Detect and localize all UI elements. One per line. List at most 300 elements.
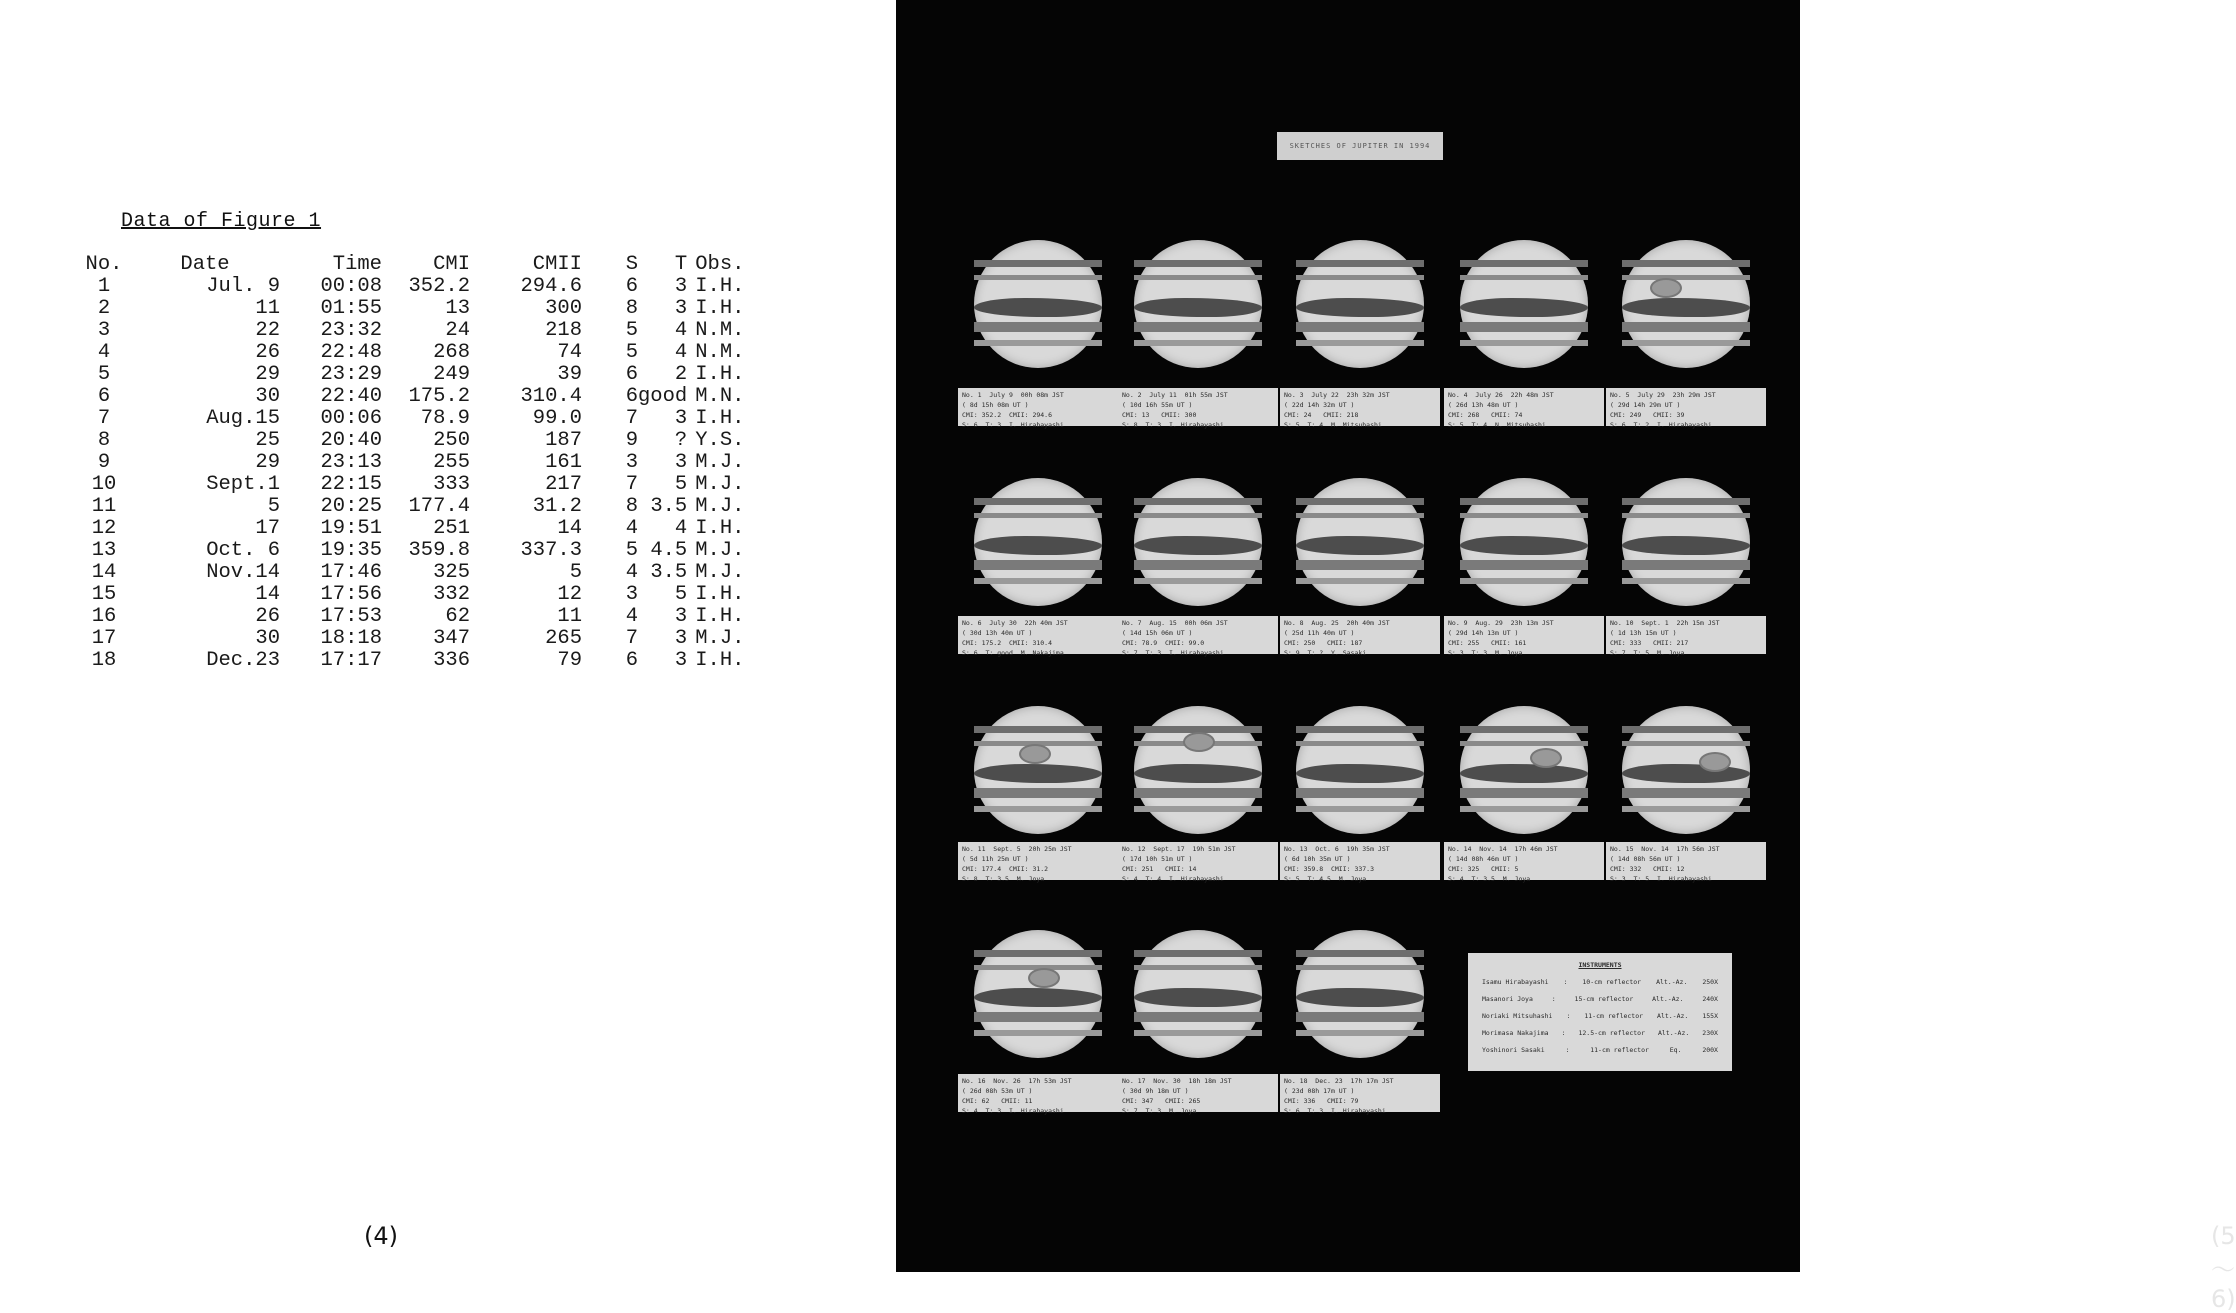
instrument-telescope: 15-cm reflector: [1574, 995, 1634, 1003]
cell-date: Jul. 9: [206, 275, 280, 298]
jupiter-drawing: [1622, 478, 1750, 606]
instrument-observer-name: Morimasa Nakajima: [1482, 1029, 1549, 1037]
table-row: [78, 518, 751, 540]
cell-obs: I.H.: [695, 297, 745, 320]
cell-t: ?: [674, 429, 688, 452]
cell-cmii: 39: [557, 363, 582, 386]
table-row: [78, 298, 751, 320]
instrument-mount: Alt.-Az.: [1657, 1029, 1690, 1037]
drawing-caption: No. 10 Sept. 1 22h 15m JST ( 1d 13h 15m UT ) CMI: 333 CMII: 217 S: 7 T: 5 M. Joya: [1606, 616, 1766, 654]
cell-date: 14: [255, 583, 280, 606]
drawing-caption: No. 11 Sept. 5 20h 25m JST ( 5d 11h 25m UT ) CMI: 177.4 CMII: 31.2 S: 8 T: 3.5 M. Joya: [958, 842, 1118, 880]
cell-s: 7: [625, 473, 638, 496]
cloud-band: [974, 988, 1102, 1007]
table-row: [78, 342, 751, 364]
cloud-band: [1296, 536, 1424, 555]
cloud-band: [974, 322, 1102, 332]
jupiter-drawing: [1134, 930, 1262, 1058]
cell-cmi: 255: [433, 451, 470, 474]
cloud-band: [1134, 1030, 1262, 1036]
cell-t: 3.5: [650, 495, 688, 518]
table-body: [78, 276, 751, 672]
cell-time: 23:29: [320, 363, 382, 386]
data-table: [78, 252, 751, 672]
column-header-s: S: [625, 252, 638, 276]
drawing-caption: No. 5 July 29 23h 29m JST ( 29d 14h 29m UT ) CMI: 249 CMII: 39 S: 6 T: 2 I. Hirabayashi: [1606, 388, 1766, 426]
drawing-caption: No. 14 Nov. 14 17h 46m JST ( 14d 08h 46m UT ) CMI: 325 CMII: 5 S: 4 T: 3.5 M. Joya: [1444, 842, 1604, 880]
cell-cmi: 24: [445, 319, 470, 342]
cloud-band: [1134, 322, 1262, 332]
column-header-time: Time: [332, 252, 382, 276]
cell-no: 12: [91, 517, 117, 540]
cell-obs: N.M.: [695, 319, 745, 342]
cell-obs: M.N.: [695, 385, 745, 408]
cell-no: 9: [97, 451, 111, 474]
cell-cmii: 5: [569, 561, 582, 584]
cloud-band: [1460, 322, 1588, 332]
left-page: [0, 0, 896, 1272]
cell-cmii: 11: [557, 605, 582, 628]
cell-cmii: 218: [545, 319, 582, 342]
instrument-mount: Alt.-Az.: [1657, 1012, 1689, 1020]
cloud-band: [1460, 536, 1588, 555]
cloud-band: [974, 1012, 1102, 1022]
cloud-band: [1460, 788, 1588, 798]
table-row: [78, 320, 751, 342]
column-header-date: Date: [180, 252, 230, 276]
cell-time: 19:51: [320, 517, 382, 540]
drawing-caption: No. 4 July 26 22h 48m JST ( 26d 13h 48m UT ) CMI: 268 CMII: 74 S: 5 T: 4 N. Mitsuhashi: [1444, 388, 1604, 426]
instrument-magnification: 200X: [1702, 1046, 1718, 1054]
cloud-band: [1296, 806, 1424, 812]
cloud-band: [1622, 726, 1750, 732]
cloud-band: [1622, 560, 1750, 570]
cell-cmi: 336: [433, 649, 470, 672]
cell-time: 17:46: [320, 561, 382, 584]
drawing-caption: No. 18 Dec. 23 17h 17m JST ( 23d 08h 17m UT ) CMI: 336 CMII: 79 S: 6 T: 3 I. Hirabayashi: [1280, 1074, 1440, 1112]
cell-no: 14: [91, 561, 117, 584]
cell-date: 26: [255, 341, 280, 364]
jupiter-drawing: [1296, 240, 1424, 368]
cell-t: 5: [674, 583, 688, 606]
cell-cmi: 62: [445, 605, 470, 628]
instruments-list: [1482, 974, 1718, 1059]
cloud-band: [1622, 498, 1750, 504]
table-header-row: [78, 252, 751, 276]
cell-obs: I.H.: [695, 363, 745, 386]
instrument-row: [1482, 991, 1718, 1008]
cell-no: 4: [97, 341, 111, 364]
cloud-band: [1134, 536, 1262, 555]
plate-heading: SKETCHES OF JUPITER IN 1994: [1277, 132, 1443, 160]
instrument-telescope: 11-cm reflector: [1584, 1012, 1644, 1020]
cell-no: 17: [91, 627, 117, 650]
cloud-band: [1134, 298, 1262, 317]
cell-s: 5: [625, 341, 638, 364]
cell-cmi: 359.8: [408, 539, 470, 562]
cell-cmi: 78.9: [420, 407, 470, 430]
cloud-band: [1460, 741, 1588, 746]
table-row: [78, 430, 751, 452]
cell-time: 17:56: [320, 583, 382, 606]
table-row: [78, 408, 751, 430]
page-number-left: (4): [364, 1222, 398, 1250]
cloud-band: [1296, 788, 1424, 798]
cell-cmii: 79: [557, 649, 582, 672]
cell-obs: M.J.: [695, 539, 745, 562]
instrument-row: [1482, 1042, 1718, 1059]
cloud-band: [1622, 536, 1750, 555]
instrument-row: [1482, 1008, 1718, 1025]
cloud-band: [1622, 788, 1750, 798]
cell-no: 16: [91, 605, 117, 628]
cloud-band: [974, 726, 1102, 732]
cell-cmii: 31.2: [532, 495, 582, 518]
cloud-band: [1134, 1012, 1262, 1022]
drawing-caption: No. 2 July 11 01h 55m JST ( 10d 16h 55m UT ) CMI: 13 CMII: 300 S: 8 T: 3 I. Hirabayashi: [1118, 388, 1278, 426]
cell-time: 19:35: [320, 539, 382, 562]
cell-date: Aug.15: [206, 407, 280, 430]
cloud-band: [1622, 322, 1750, 332]
cloud-band: [1622, 741, 1750, 746]
cell-cmii: 99.0: [532, 407, 582, 430]
drawing-caption: No. 16 Nov. 26 17h 53m JST ( 26d 08h 53m UT ) CMI: 62 CMII: 11 S: 4 T: 3 I. Hirabayashi: [958, 1074, 1118, 1112]
cloud-band: [974, 1030, 1102, 1036]
cloud-band: [974, 298, 1102, 317]
cell-t: 3: [674, 275, 688, 298]
cell-date: 22: [255, 319, 280, 342]
cloud-band: [974, 536, 1102, 555]
red-spot: [1650, 278, 1682, 298]
instrument-telescope: 11-cm reflector: [1590, 1046, 1649, 1054]
cloud-band: [974, 764, 1102, 783]
cell-date: 29: [255, 363, 280, 386]
cell-cmi: 251: [433, 517, 470, 540]
instrument-observer-name: Masanori Joya: [1482, 995, 1533, 1003]
instrument-mount: Alt.-Az.: [1652, 995, 1684, 1003]
instrument-telescope: 10-cm reflector: [1582, 978, 1642, 986]
cell-cmi: 332: [433, 583, 470, 606]
cloud-band: [1134, 950, 1262, 956]
cell-s: 6: [625, 385, 638, 408]
cloud-band: [1622, 298, 1750, 317]
cell-date: 30: [255, 627, 280, 650]
drawing-caption: No. 17 Nov. 30 18h 18m JST ( 30d 9h 18m UT ) CMI: 347 CMII: 265 S: 7 T: 3 M. Joya: [1118, 1074, 1278, 1112]
cell-obs: M.J.: [695, 451, 745, 474]
cell-cmii: 12: [557, 583, 582, 606]
cell-no: 11: [91, 495, 117, 518]
drawing-caption: No. 8 Aug. 25 20h 40m JST ( 25d 11h 40m UT ) CMI: 250 CMII: 187 S: 9 T: ? Y. Sasaki: [1280, 616, 1440, 654]
cell-time: 18:18: [320, 627, 382, 650]
instrument-row: [1482, 1025, 1718, 1042]
drawing-caption: No. 15 Nov. 14 17h 56m JST ( 14d 08h 56m UT ) CMI: 332 CMII: 12 S: 3 T: 5 I. Hirabayashi: [1606, 842, 1766, 880]
cell-cmii: 217: [545, 473, 582, 496]
jupiter-drawing: [1134, 240, 1262, 368]
instrument-observer-name: Noriaki Mitsuhashi: [1482, 1012, 1553, 1020]
jupiter-drawing: [1622, 240, 1750, 368]
cell-time: 17:53: [320, 605, 382, 628]
instruments-title: INSTRUMENTS: [1578, 961, 1622, 969]
cell-time: 17:17: [320, 649, 382, 672]
cell-s: 3: [625, 451, 638, 474]
jupiter-drawing: [1296, 706, 1424, 834]
cell-cmi: 177.4: [408, 495, 470, 518]
cell-obs: I.H.: [695, 583, 745, 606]
drawing-caption: No. 6 July 30 22h 40m JST ( 30d 13h 40m UT ) CMI: 175.2 CMII: 310.4 S: 6 T: good M. Nakajima: [958, 616, 1118, 654]
column-header-cmi: CMI: [433, 252, 470, 276]
cell-obs: I.H.: [695, 407, 745, 430]
table-row: [78, 496, 751, 518]
cell-t: 4.5: [650, 539, 688, 562]
cell-cmi: 333: [433, 473, 470, 496]
instrument-observer-name: Isamu Hirabayashi: [1482, 978, 1549, 986]
cell-t: 3: [674, 297, 688, 320]
cell-obs: N.M.: [695, 341, 745, 364]
cell-cmii: 300: [545, 297, 582, 320]
cell-time: 23:13: [320, 451, 382, 474]
cloud-band: [1460, 260, 1588, 266]
cell-cmii: 161: [545, 451, 582, 474]
page-number-right: (5～6): [2211, 1222, 2236, 1313]
instrument-mount: Alt.-Az.: [1656, 978, 1688, 986]
cell-date: 26: [255, 605, 280, 628]
cloud-band: [1134, 275, 1262, 280]
cell-date: 29: [255, 451, 280, 474]
jupiter-drawing: [1134, 478, 1262, 606]
instrument-separator: :: [1561, 1029, 1566, 1037]
cell-t: 3.5: [650, 561, 688, 584]
cloud-band: [1296, 965, 1424, 970]
column-header-cmii: CMII: [532, 252, 582, 276]
cell-no: 1: [97, 275, 111, 298]
cell-time: 22:15: [320, 473, 382, 496]
column-header-obs: Obs.: [695, 252, 745, 276]
jupiter-drawing: [1296, 478, 1424, 606]
cell-date: 5: [267, 495, 280, 518]
cloud-band: [1622, 260, 1750, 266]
cloud-band: [1622, 275, 1750, 280]
table-row: [78, 474, 751, 496]
cloud-band: [1460, 298, 1588, 317]
cloud-band: [1460, 560, 1588, 570]
cell-time: 22:48: [320, 341, 382, 364]
cell-s: 8: [625, 297, 638, 320]
cloud-band: [974, 950, 1102, 956]
jupiter-drawing: [974, 706, 1102, 834]
cell-s: 9: [625, 429, 638, 452]
cloud-band: [1134, 764, 1262, 783]
table-row: [78, 276, 751, 298]
cloud-band: [1622, 340, 1750, 346]
cloud-band: [974, 560, 1102, 570]
instrument-magnification: 230X: [1702, 1029, 1718, 1037]
cloud-band: [974, 340, 1102, 346]
table-row: [78, 628, 751, 650]
cell-date: 25: [255, 429, 280, 452]
cell-cmi: 347: [433, 627, 470, 650]
jupiter-drawing: [1460, 706, 1588, 834]
cell-cmii: 14: [557, 517, 582, 540]
jupiter-drawing: [974, 930, 1102, 1058]
jupiter-drawing: [1134, 706, 1262, 834]
cloud-band: [1134, 560, 1262, 570]
cell-cmi: 175.2: [408, 385, 470, 408]
cell-cmi: 13: [445, 297, 470, 320]
cell-time: 23:32: [320, 319, 382, 342]
cloud-band: [1134, 788, 1262, 798]
drawing-caption: No. 9 Aug. 29 23h 13m JST ( 29d 14h 13m UT ) CMI: 255 CMII: 161 S: 3 T: 3 M. Joya: [1444, 616, 1604, 654]
cloud-band: [1134, 965, 1262, 970]
cell-date: Sept.1: [206, 473, 280, 496]
cell-cmii: 337.3: [520, 539, 582, 562]
cell-no: 6: [97, 385, 111, 408]
cell-no: 10: [91, 473, 117, 496]
cell-cmii: 310.4: [520, 385, 582, 408]
cell-no: 5: [97, 363, 111, 386]
cloud-band: [1134, 498, 1262, 504]
drawing-caption: No. 12 Sept. 17 19h 51m JST ( 17d 10h 51m UT ) CMI: 251 CMII: 14 S: 4 T: 4 I. Hirabayashi: [1118, 842, 1278, 880]
jupiter-drawing: [1460, 240, 1588, 368]
cell-date: Nov.14: [206, 561, 280, 584]
cloud-band: [1134, 578, 1262, 584]
cell-time: 00:08: [320, 275, 382, 298]
cell-no: 7: [97, 407, 111, 430]
cloud-band: [974, 513, 1102, 518]
cloud-band: [974, 806, 1102, 812]
cell-t: 3: [674, 451, 688, 474]
cloud-band: [1296, 322, 1424, 332]
cloud-band: [1622, 578, 1750, 584]
cloud-band: [1296, 988, 1424, 1007]
cloud-band: [974, 498, 1102, 504]
cloud-band: [1134, 988, 1262, 1007]
cell-s: 4: [625, 517, 638, 540]
cell-time: 01:55: [320, 297, 382, 320]
instrument-separator: :: [1551, 995, 1556, 1003]
cloud-band: [974, 260, 1102, 266]
column-header-no: No.: [85, 252, 123, 276]
cloud-band: [1460, 806, 1588, 812]
cell-obs: I.H.: [695, 275, 745, 298]
cell-time: 20:25: [320, 495, 382, 518]
cell-no: 18: [91, 649, 117, 672]
cloud-band: [1460, 578, 1588, 584]
cell-no: 13: [91, 539, 117, 562]
red-spot: [1183, 732, 1215, 752]
instrument-separator: :: [1566, 1012, 1571, 1020]
cell-t: 4: [674, 319, 688, 342]
cell-time: 22:40: [320, 385, 382, 408]
jupiter-drawing: [974, 478, 1102, 606]
cloud-band: [1622, 513, 1750, 518]
cell-t: 3: [674, 407, 688, 430]
cell-no: 15: [91, 583, 117, 606]
cell-s: 5: [625, 319, 638, 342]
jupiter-drawing: [1460, 478, 1588, 606]
cell-t: 3: [674, 605, 688, 628]
cell-date: 30: [255, 385, 280, 408]
cloud-band: [1622, 764, 1750, 783]
cell-date: 17: [255, 517, 280, 540]
cell-date: 11: [255, 297, 280, 320]
cell-obs: M.J.: [695, 473, 745, 496]
cloud-band: [1622, 806, 1750, 812]
cell-date: Dec.23: [206, 649, 280, 672]
cell-obs: M.J.: [695, 627, 745, 650]
table-row: [78, 452, 751, 474]
cell-t: 3: [674, 627, 688, 650]
red-spot: [1019, 744, 1051, 764]
cell-s: 7: [625, 627, 638, 650]
cloud-band: [1296, 275, 1424, 280]
cloud-band: [1460, 275, 1588, 280]
red-spot: [1028, 968, 1060, 988]
cell-t: 4: [674, 341, 688, 364]
table-row: [78, 386, 751, 408]
red-spot: [1699, 752, 1731, 772]
cell-no: 8: [97, 429, 111, 452]
cell-obs: I.H.: [695, 605, 745, 628]
cloud-band: [1134, 513, 1262, 518]
cloud-band: [974, 788, 1102, 798]
instrument-separator: :: [1563, 978, 1568, 986]
cloud-band: [1296, 340, 1424, 346]
cloud-band: [974, 275, 1102, 280]
instruments-card: [1468, 953, 1732, 1071]
jupiter-drawing: [1296, 930, 1424, 1058]
instrument-magnification: 240X: [1702, 995, 1718, 1003]
cloud-band: [1460, 513, 1588, 518]
jupiter-drawing: [974, 240, 1102, 368]
cloud-band: [1296, 1012, 1424, 1022]
cloud-band: [1134, 260, 1262, 266]
cell-s: 4: [625, 561, 638, 584]
cloud-band: [1296, 298, 1424, 317]
cell-time: 20:40: [320, 429, 382, 452]
cell-t: 4: [674, 517, 688, 540]
jupiter-drawing: [1622, 706, 1750, 834]
cell-s: 4: [625, 605, 638, 628]
cell-obs: M.J.: [695, 495, 745, 518]
table-row: [78, 650, 751, 672]
cloud-band: [1296, 741, 1424, 746]
cell-cmii: 74: [557, 341, 582, 364]
cloud-band: [1460, 340, 1588, 346]
table-row: [78, 540, 751, 562]
cloud-band: [1296, 1030, 1424, 1036]
cloud-band: [1296, 726, 1424, 732]
cell-cmi: 249: [433, 363, 470, 386]
cloud-band: [1460, 498, 1588, 504]
instrument-observer-name: Yoshinori Sasaki: [1482, 1046, 1545, 1054]
cell-t: 3: [674, 649, 688, 672]
cell-obs: I.H.: [695, 649, 745, 672]
cell-s: 6: [625, 275, 638, 298]
cell-t: 2: [674, 363, 688, 386]
instrument-separator: :: [1565, 1046, 1570, 1054]
cloud-band: [1296, 513, 1424, 518]
table-row: [78, 606, 751, 628]
cell-obs: M.J.: [695, 561, 745, 584]
drawing-caption: No. 7 Aug. 15 00h 06m JST ( 14d 15h 06m UT ) CMI: 78.9 CMII: 99.0 S: 7 T: 3 I. Hirabayashi: [1118, 616, 1278, 654]
table-row: [78, 562, 751, 584]
cloud-band: [1460, 764, 1588, 783]
cell-cmi: 325: [433, 561, 470, 584]
cloud-band: [1460, 726, 1588, 732]
cloud-band: [1296, 764, 1424, 783]
drawing-caption: No. 3 July 22 23h 32m JST ( 22d 14h 32m UT ) CMI: 24 CMII: 218 S: 5 T: 4 M. Mitsuhashi: [1280, 388, 1440, 426]
cloud-band: [1296, 498, 1424, 504]
